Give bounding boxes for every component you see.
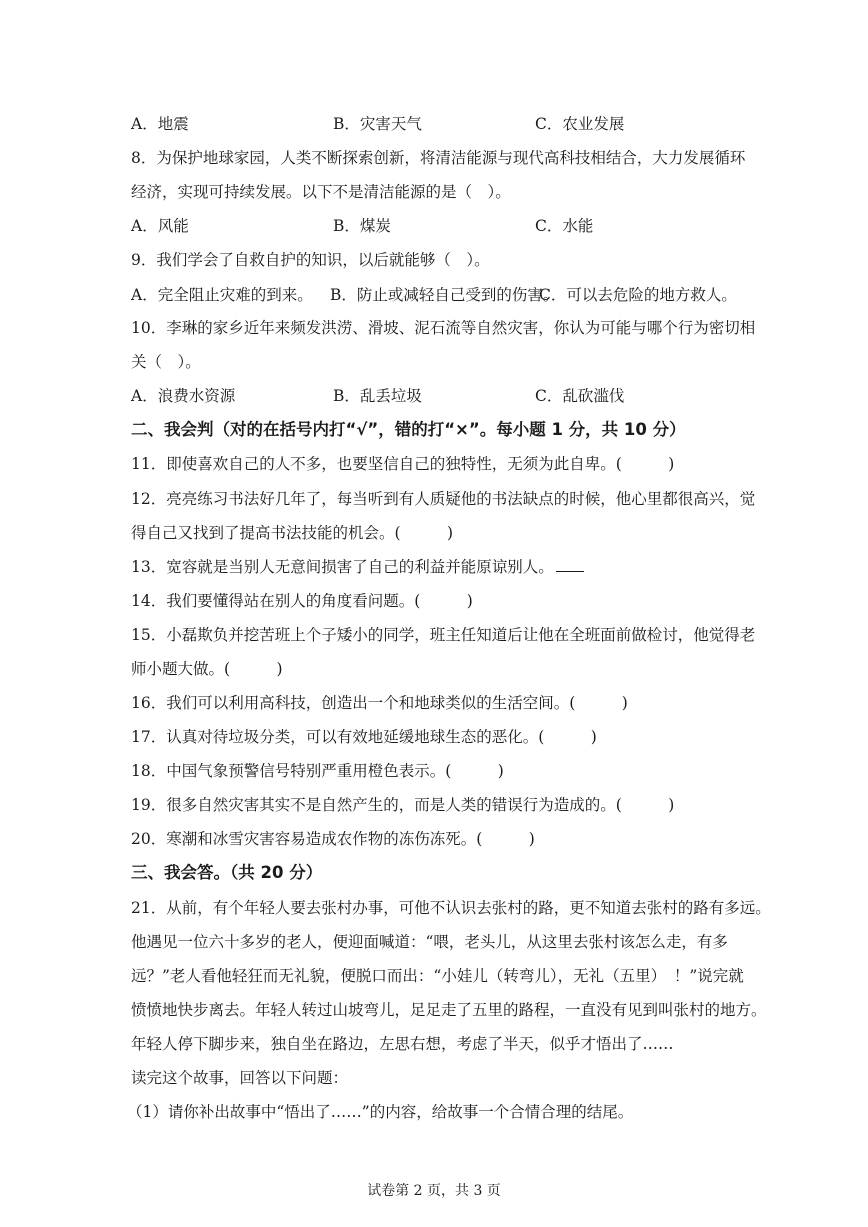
q7-option-a: A．地震 bbox=[131, 115, 189, 133]
q10-stem-line2: 关（ ）。 bbox=[131, 353, 201, 371]
q14: 14．我们要懂得站在别人的角度看问题。( ) bbox=[131, 592, 473, 610]
q21-line3: 远？”老人看他轻狂而无礼貌，便脱口而出：“小娃儿（转弯儿），无礼（五里） ！”说完就 bbox=[131, 967, 744, 985]
q9-option-b: B．防止或减轻自己受到的伤害。 bbox=[330, 286, 559, 304]
q12-line1: 12．亮亮练习书法好几年了，每当听到有人质疑他的书法缺点的时候，他心里都很高兴，觉 bbox=[131, 490, 756, 508]
q13-answer-blank bbox=[556, 557, 584, 572]
q8-option-a: A．风能 bbox=[131, 217, 189, 235]
q16: 16．我们可以利用高科技，创造出一个和地球类似的生活空间。( ) bbox=[131, 694, 628, 712]
q8-option-b: B．煤炭 bbox=[333, 217, 391, 235]
q15-line1: 15．小磊欺负并挖苦班上个子矮小的同学，班主任知道后让他在全班面前做检讨，他觉得老 bbox=[131, 626, 756, 644]
q7-option-b: B．灾害天气 bbox=[333, 115, 422, 133]
q17: 17．认真对待垃圾分类，可以有效地延缓地球生态的恶化。( ) bbox=[131, 728, 597, 746]
q19: 19．很多自然灾害其实不是自然产生的，而是人类的错误行为造成的。( ) bbox=[131, 796, 675, 814]
q20: 20．寒潮和冰雪灾害容易造成农作物的冻伤冻死。( ) bbox=[131, 830, 535, 848]
q12-line2: 得自己又找到了提高书法技能的机会。( ) bbox=[131, 524, 454, 542]
q8-stem-line1: 8．为保护地球家园，人类不断探索创新，将清洁能源与现代高科技相结合，大力发展循环 bbox=[131, 149, 746, 167]
q9-stem: 9．我们学会了自救自护的知识，以后就能够（ ）。 bbox=[131, 251, 490, 269]
q10-option-c: C．乱砍滥伐 bbox=[535, 387, 625, 405]
section-3-heading: 三、我会答。（共 20 分） bbox=[131, 863, 323, 882]
q18: 18．中国气象预警信号特别严重用橙色表示。( ) bbox=[131, 762, 504, 780]
q9-option-c: C．可以去危险的地方救人。 bbox=[539, 286, 737, 304]
q21-line2: 他遇见一位六十多岁的老人，便迎面喊道：“喂，老头儿，从这里去张村该怎么走，有多 bbox=[131, 933, 728, 951]
q15-line2: 师小题大做。( ) bbox=[131, 660, 283, 678]
page-footer: 试卷第 2 页，共 3 页 bbox=[367, 1183, 501, 1199]
q13-text: 13．宽容就是当别人无意间损害了自己的利益并能原谅别人。 bbox=[131, 558, 554, 576]
q11: 11．即使喜欢自己的人不多，也要坚信自己的独特性，无须为此自卑。( ) bbox=[131, 455, 675, 473]
q13 bbox=[131, 557, 584, 577]
q21-subquestion-1: （1）请你补出故事中“悟出了……”的内容，给故事一个合情合理的结尾。 bbox=[127, 1103, 634, 1121]
q9-option-a: A．完全阻止灾难的到来。 bbox=[131, 286, 313, 304]
q8-option-c: C．水能 bbox=[535, 217, 594, 235]
q21-line6: 读完这个故事，回答以下问题： bbox=[131, 1069, 349, 1087]
q10-option-b: B．乱丢垃圾 bbox=[333, 387, 422, 405]
q21-line4: 愤愤地快步离去。年轻人转过山坡弯儿，足足走了五里的路程，一直没有见到叫张村的地方。 bbox=[131, 1001, 767, 1019]
q10-option-a: A．浪费水资源 bbox=[131, 387, 236, 405]
q10-stem-line1: 10．李琳的家乡近年来频发洪涝、滑坡、泥石流等自然灾害，你认为可能与哪个行为密切相 bbox=[131, 319, 756, 337]
section-2-heading: 二、我会判（对的在括号内打“√”，错的打“×”。每小题 1 分，共 10 分） bbox=[131, 420, 686, 439]
q21-line1: 21．从前，有个年轻人要去张村办事，可他不认识去张村的路，更不知道去张村的路有多远。 bbox=[131, 899, 771, 917]
q7-option-c: C．农业发展 bbox=[535, 115, 625, 133]
q21-line5: 年轻人停下脚步来，独自坐在路边，左思右想，考虑了半天，似乎才悟出了…… bbox=[131, 1035, 674, 1053]
q8-stem-line2: 经济，实现可持续发展。以下不是清洁能源的是（ ）。 bbox=[131, 183, 511, 201]
